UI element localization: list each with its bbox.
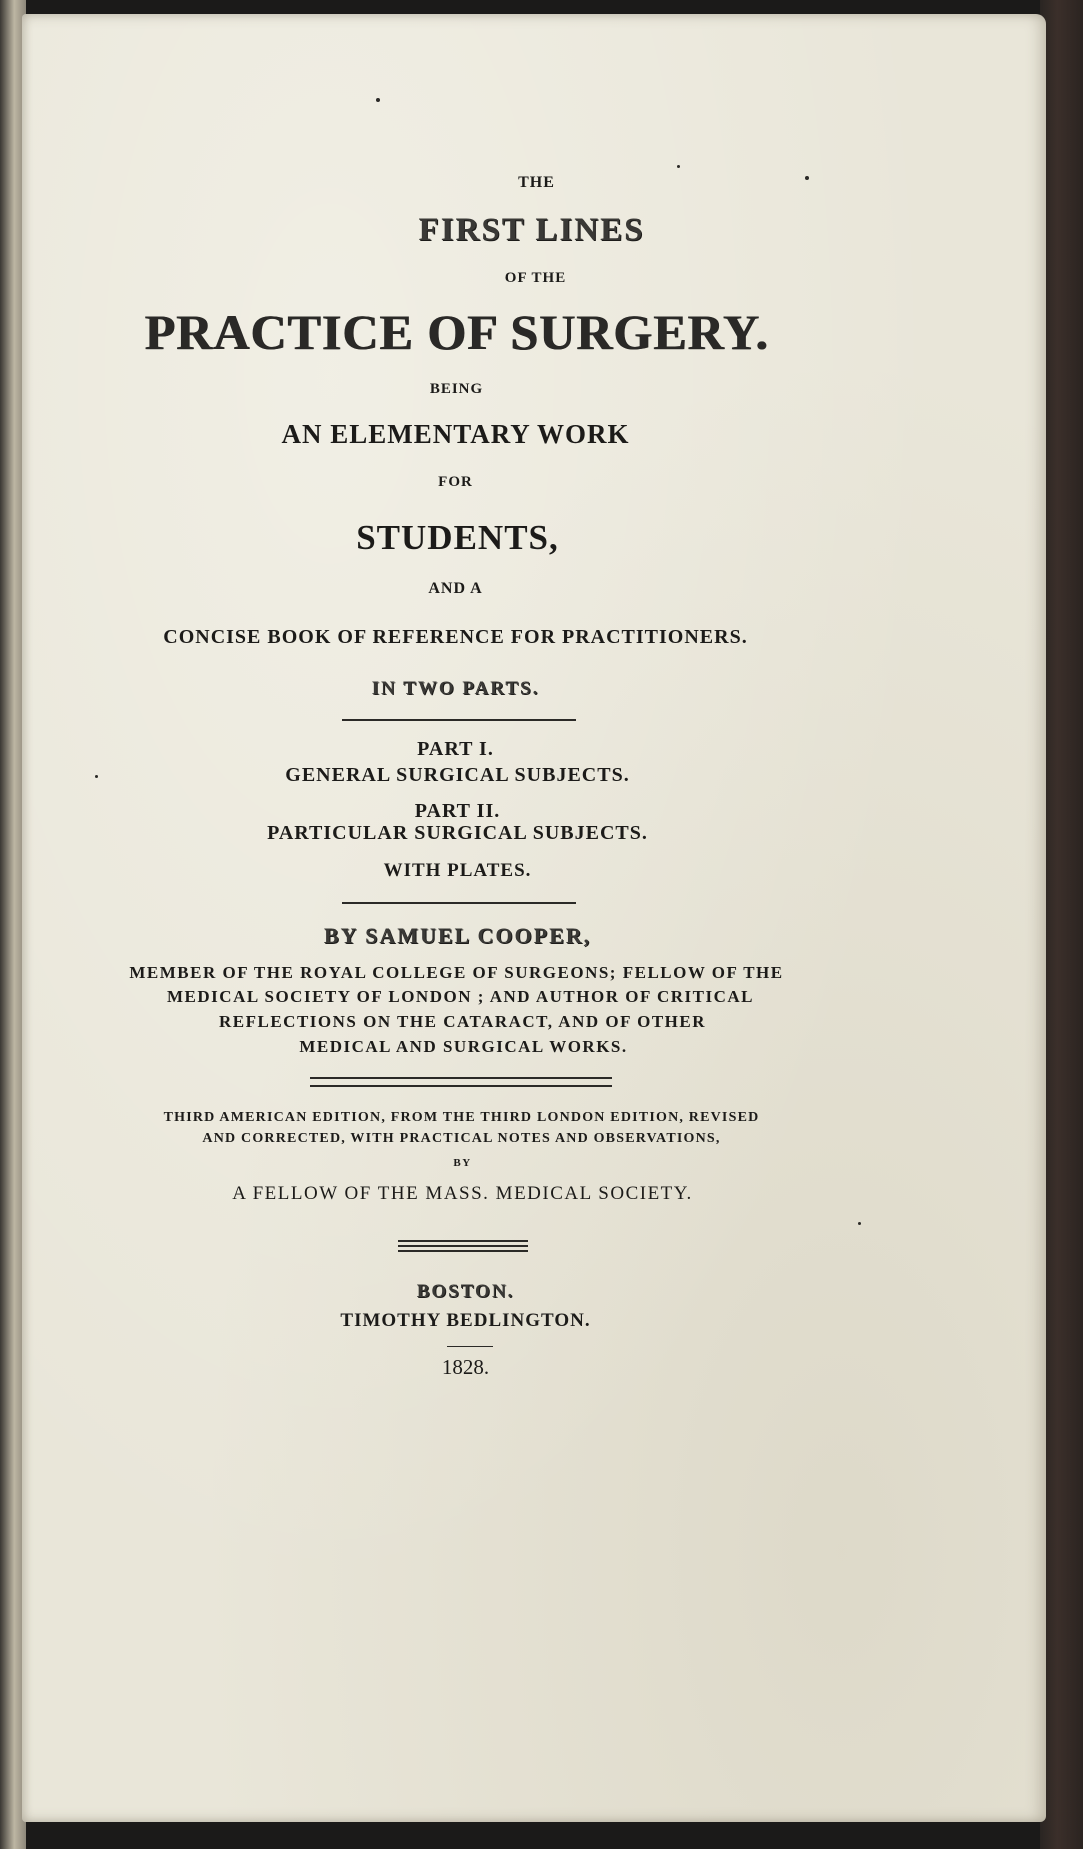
foxing-speck — [677, 165, 680, 168]
title-being: BEING — [429, 381, 484, 397]
editor-line: A FELLOW OF THE MASS. MEDICAL SOCIETY. — [232, 1183, 693, 1204]
publisher-city: BOSTON. — [416, 1281, 515, 1302]
triple-rule — [398, 1240, 528, 1252]
publisher-name: TIMOTHY BEDLINGTON. — [340, 1310, 591, 1331]
rule-divider — [342, 902, 576, 904]
author-credentials-line: MEMBER OF THE ROYAL COLLEGE OF SURGEONS; FELLOW OF THE — [129, 963, 784, 982]
title-first-lines: FIRST LINES — [418, 212, 645, 248]
author-credentials-line: MEDICAL SOCIETY OF LONDON ; AND AUTHOR OF CRITICAL — [167, 987, 754, 1006]
main-title: PRACTICE OF SURGERY. — [144, 304, 769, 360]
edition-line: AND CORRECTED, WITH PRACTICAL NOTES AND OBSERVATIONS, — [202, 1131, 721, 1146]
publication-year: 1828. — [441, 1355, 490, 1379]
edition-by: BY — [453, 1157, 472, 1169]
title-and-a: AND A — [428, 580, 483, 597]
foxing-speck — [858, 1222, 861, 1225]
subtitle-concise-book: CONCISE BOOK OF REFERENCE FOR PRACTITIONERS. — [163, 626, 748, 648]
part-one-label: PART I. — [417, 738, 494, 760]
foxing-speck — [376, 98, 380, 102]
rule-divider — [342, 719, 576, 721]
part-one-subject: GENERAL SURGICAL SUBJECTS. — [285, 764, 630, 786]
part-two-label: PART II. — [414, 800, 501, 822]
with-plates: WITH PLATES. — [383, 860, 532, 881]
subtitle-students: STUDENTS, — [356, 518, 559, 557]
edition-line: THIRD AMERICAN EDITION, FROM THE THIRD LONDON EDITION, REVISED — [163, 1110, 760, 1125]
double-rule — [310, 1077, 612, 1087]
in-two-parts: IN TWO PARTS. — [371, 678, 540, 699]
rule-short — [447, 1346, 493, 1347]
part-two-subject: PARTICULAR SURGICAL SUBJECTS. — [267, 822, 648, 844]
author-credentials-line: MEDICAL AND SURGICAL WORKS. — [299, 1037, 628, 1056]
title-for: FOR — [438, 474, 473, 490]
title-the: THE — [518, 174, 555, 191]
author-credentials-line: REFLECTIONS ON THE CATARACT, AND OF OTHER — [218, 1012, 707, 1031]
subtitle-elementary-work: AN ELEMENTARY WORK — [281, 419, 630, 449]
author-line: BY SAMUEL COOPER, — [323, 923, 592, 948]
title-of-the: OF THE — [504, 270, 567, 286]
